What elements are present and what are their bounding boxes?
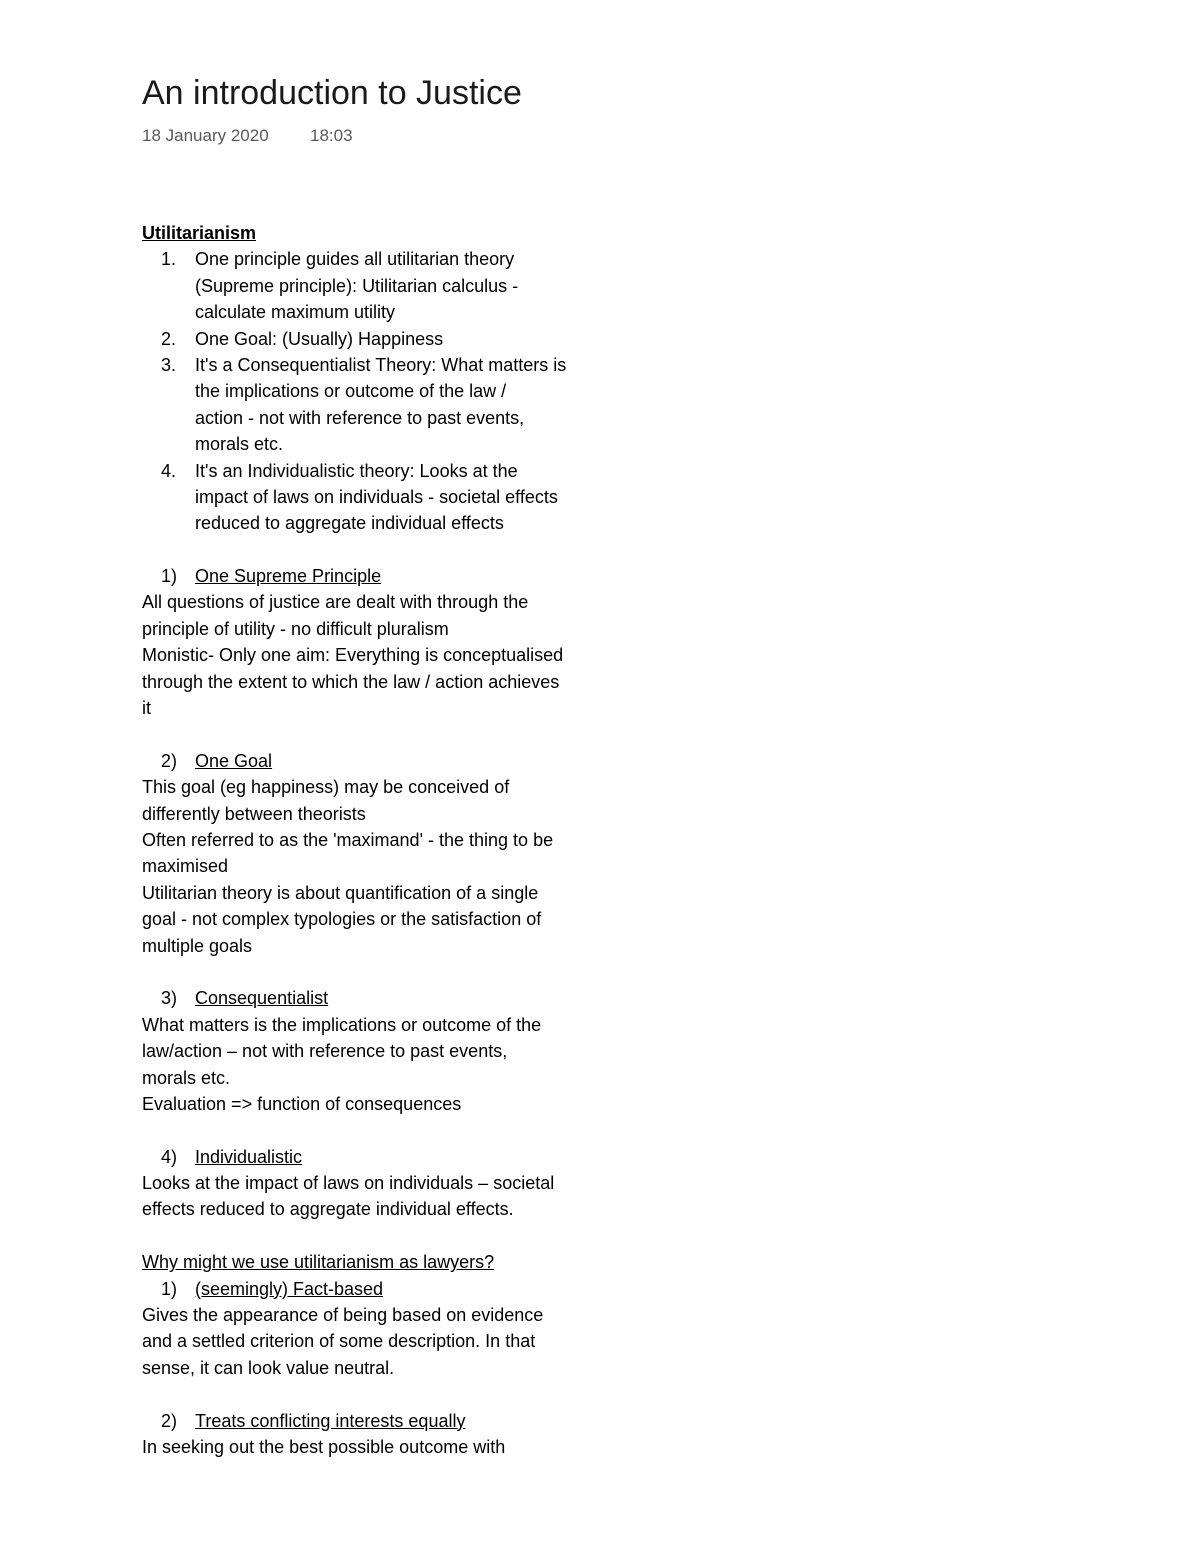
text-line: Often referred to as the 'maximand' - the thing to be bbox=[142, 829, 554, 850]
section-title: Consequentialist bbox=[195, 988, 329, 1009]
list-item-line: It's an Individualistic theory: Looks at the bbox=[195, 460, 518, 481]
list-item-line: the implications or outcome of the law / bbox=[195, 381, 507, 402]
section-title: One Goal bbox=[195, 750, 273, 771]
section-heading bbox=[142, 748, 612, 774]
list-item-number: 3. bbox=[161, 354, 177, 375]
text-line: What matters is the implications or outcome of the bbox=[142, 1014, 542, 1035]
section-heading bbox=[142, 1276, 612, 1302]
section-title: (seemingly) Fact-based bbox=[195, 1278, 384, 1299]
list-item-line: morals etc. bbox=[195, 434, 284, 455]
section-number: 3) bbox=[161, 988, 178, 1009]
section-number: 2) bbox=[161, 750, 178, 771]
list-item-line: One Goal: (Usually) Happiness bbox=[195, 328, 444, 349]
section-title: Individualistic bbox=[195, 1146, 303, 1167]
list-item bbox=[142, 458, 612, 537]
text-line: morals etc. bbox=[142, 1067, 231, 1088]
text-line: law/action – not with reference to past events, bbox=[142, 1041, 508, 1062]
why-heading: Why might we use utilitarianism as lawyers? bbox=[142, 1252, 495, 1273]
section-number: 4) bbox=[161, 1146, 178, 1167]
list-item-line: calculate maximum utility bbox=[195, 302, 396, 323]
text-line: goal - not complex typologies or the satisfaction of bbox=[142, 909, 542, 930]
text-line: differently between theorists bbox=[142, 803, 366, 824]
page-title: An introduction to Justice bbox=[142, 74, 522, 112]
text-line: sense, it can look value neutral. bbox=[142, 1357, 395, 1378]
text-line: maximised bbox=[142, 856, 229, 877]
section-title: One Supreme Principle bbox=[195, 566, 382, 587]
text-line: Utilitarian theory is about quantification of a single bbox=[142, 882, 539, 903]
text-line: Gives the appearance of being based on evidence bbox=[142, 1305, 544, 1326]
text-line: All questions of justice are dealt with through the bbox=[142, 592, 529, 613]
text-line: Monistic- Only one aim: Everything is conceptualised bbox=[142, 645, 564, 666]
text-line: Looks at the impact of laws on individuals – societal bbox=[142, 1173, 555, 1194]
text-line: it bbox=[142, 698, 151, 719]
spacer bbox=[142, 721, 612, 747]
list-item bbox=[142, 326, 612, 352]
section-heading bbox=[142, 563, 612, 589]
spacer bbox=[142, 1117, 612, 1143]
list-item-line: impact of laws on individuals - societal effects bbox=[195, 486, 558, 507]
utilitarianism-heading: Utilitarianism bbox=[142, 223, 257, 243]
spacer bbox=[142, 1223, 612, 1249]
text-line: This goal (eg happiness) may be conceived of bbox=[142, 777, 510, 798]
list-item-number: 4. bbox=[161, 460, 177, 481]
list-item bbox=[142, 246, 612, 325]
utilitarianism-list bbox=[142, 246, 612, 536]
list-item-number: 2. bbox=[161, 328, 177, 349]
note-body bbox=[142, 220, 612, 1460]
list-item-line: It's a Consequentialist Theory: What matters is bbox=[195, 354, 567, 375]
spacer bbox=[142, 959, 612, 985]
spacer bbox=[142, 537, 612, 563]
list-item-line: (Supreme principle): Utilitarian calculus - bbox=[195, 275, 519, 296]
list-item-line: action - not with reference to past events, bbox=[195, 407, 525, 428]
text-line: Evaluation => function of consequences bbox=[142, 1093, 462, 1114]
section-number: 2) bbox=[161, 1410, 178, 1431]
text-line: In seeking out the best possible outcome with bbox=[142, 1436, 506, 1457]
text-line: effects reduced to aggregate individual effects. bbox=[142, 1199, 514, 1220]
section-number: 1) bbox=[161, 566, 178, 587]
section-heading bbox=[142, 1144, 612, 1170]
text-line: principle of utility - no difficult pluralism bbox=[142, 618, 449, 639]
list-item bbox=[142, 352, 612, 458]
section-heading bbox=[142, 1408, 612, 1434]
text-line: through the extent to which the law / action achieves bbox=[142, 671, 560, 692]
text-line: multiple goals bbox=[142, 935, 253, 956]
list-item-line: reduced to aggregate individual effects bbox=[195, 513, 504, 534]
page-date: 18 January 2020 bbox=[142, 126, 269, 145]
page-time: 18:03 bbox=[310, 126, 353, 145]
section-number: 1) bbox=[161, 1278, 178, 1299]
section-heading bbox=[142, 985, 612, 1011]
list-item-number: 1. bbox=[161, 249, 177, 270]
section-title: Treats conflicting interests equally bbox=[195, 1410, 466, 1431]
page-meta bbox=[142, 126, 353, 146]
list-item-line: One principle guides all utilitarian theory bbox=[195, 249, 515, 270]
spacer bbox=[142, 1381, 612, 1407]
text-line: and a settled criterion of some description. In that bbox=[142, 1331, 536, 1352]
